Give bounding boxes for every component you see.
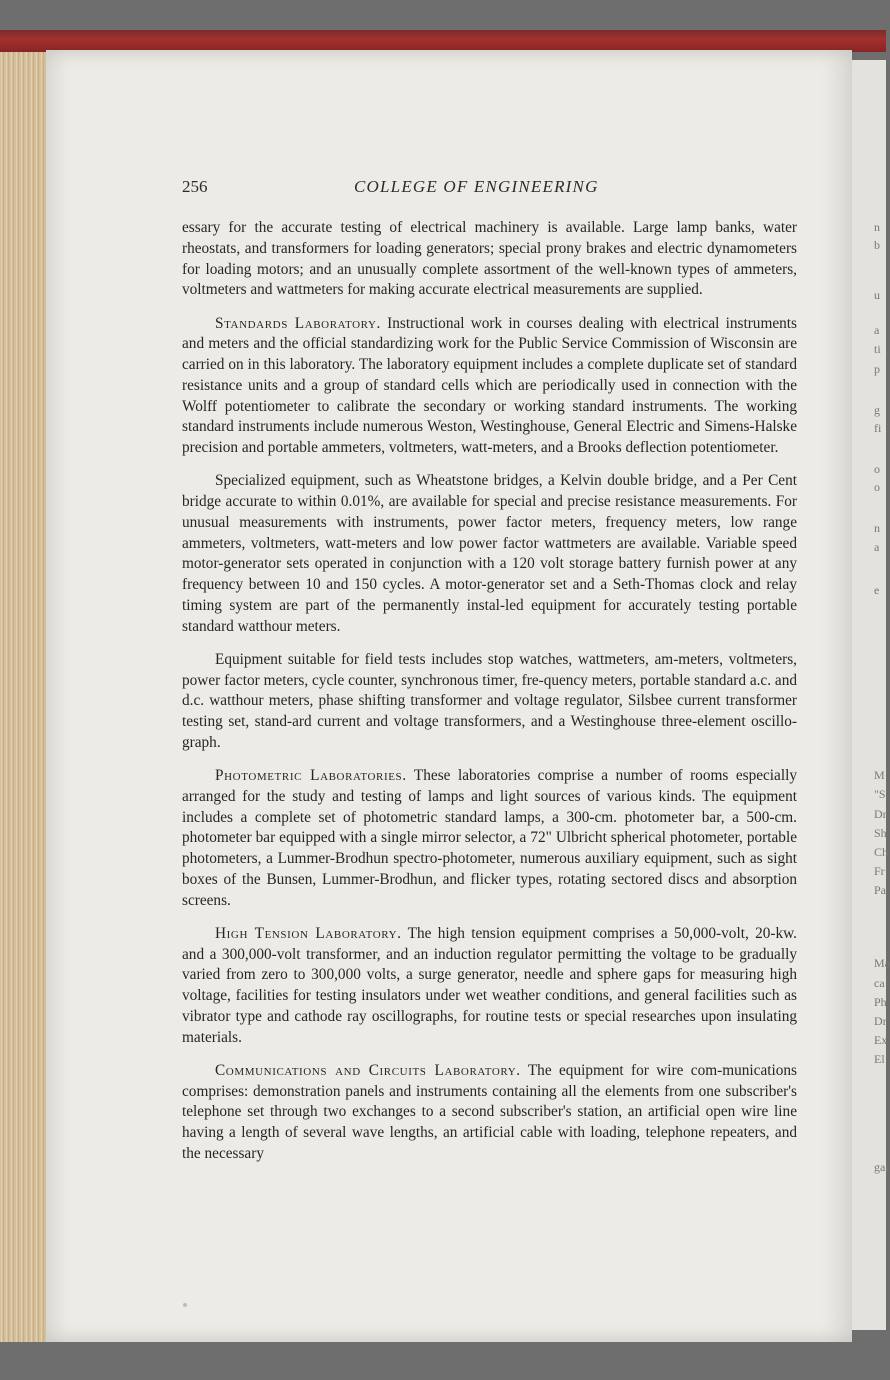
paragraph	[182, 218, 797, 301]
facing-fragment: ca	[874, 976, 885, 990]
section-heading: High Tension Laboratory.	[215, 924, 402, 942]
section-heading: Standards Laboratory.	[215, 314, 381, 332]
facing-fragment: n	[874, 220, 880, 234]
paragraph	[182, 471, 797, 637]
facing-fragment: Dr	[874, 807, 887, 821]
facing-fragment: El	[874, 1052, 885, 1066]
facing-fragment: a	[874, 540, 880, 554]
paragraph-text: These laboratories comprise a number of rooms especially arranged for the study and testing of lamps and light sources of various kinds. The equipment includes a complete set of photometric standard lamps, a 300-cm. photometer bar, a 500-cm. photometer bar equipped with a single mirror selector, a 72" Ulbricht spherical photometer, portable photometers, a Lummer-Brodhun spectro-photometer, numerous auxiliary equipment, such as sight boxes of the Bunsen, Lummer-Brodhun, and flicker types, rotating sectored discs and absorption screens.	[182, 767, 797, 909]
facing-fragment: Sh	[874, 826, 887, 840]
facing-fragment: "S	[874, 787, 886, 801]
facing-fragment: o	[874, 462, 880, 476]
page-header	[182, 177, 797, 199]
facing-fragment: Pa	[874, 883, 886, 897]
facing-fragment: u	[874, 288, 880, 302]
paragraph-text: essary for the accurate testing of electrical machinery is available. Large lamp banks, water rheostats, and transformers for loading generators; special prony brakes and electric dynamometers for loading motors; and an unusually complete assortment of the well-known types of ammeters, voltmeters and wattmeters for making accurate electrical measurements are supplied.	[182, 219, 797, 299]
body-text	[182, 218, 797, 1177]
facing-fragment: p	[874, 362, 880, 376]
facing-fragment: ti	[874, 342, 881, 356]
book-cover-top-edge	[0, 30, 886, 52]
facing-fragment: g	[874, 403, 880, 417]
section-heading: Photometric Laboratories.	[215, 767, 407, 784]
facing-fragment: a	[874, 323, 880, 337]
paragraph	[182, 924, 797, 1049]
facing-fragment: gai	[874, 1160, 889, 1174]
paragraph-text: Instructional work in courses dealing with electrical instruments and meters and the official standardizing work for the Public Service Commission of Wisconsin are carried on in this laboratory. The laboratory equipment includes a complete duplicate set of standard resistance units and a group of standard cells which are periodically used in connection with the Wolff potentiometer to calibrate the secondary or working standard instruments. The working standard instruments include numerous Weston, Westinghouse, General Electric and Simens-Halske precision and portable ammeters, voltmeters, watt-meters, and a Brooks deflection potentiometer.	[182, 314, 797, 456]
facing-fragment: Ph	[874, 995, 887, 1009]
facing-fragment: Dr	[874, 1014, 887, 1028]
facing-fragment: n	[874, 521, 880, 535]
facing-page-edge	[852, 60, 890, 1330]
facing-fragment: Fr	[874, 864, 885, 878]
facing-fragment: fi	[874, 421, 882, 435]
section-heading: Communications and Circuits Laboratory.	[215, 1061, 521, 1079]
page-speck	[183, 1303, 187, 1307]
paragraph	[182, 314, 797, 459]
paragraph-text: Specialized equipment, such as Wheatstone bridges, a Kelvin double bridge, and a Per Cent bridge accurate to within 0.01%, are available for special and precise resistance measurements. For unusual measurements with instruments, power factor meters, frequency meters, low range ammeters, voltmeters, watt-meters and low power factor wattmeters are available. Variable speed motor-generator sets operated in conjunction with a 120 volt storage battery furnish power at any frequency between 10 and 150 cycles. A motor-generator set and a Seth-Thomas clock and relay timing system are part of the permanently instal-led equipment for accurately testing portable standard watthour meters.	[182, 472, 797, 635]
running-head: COLLEGE OF ENGINEERING	[354, 177, 599, 196]
paragraph	[182, 650, 797, 754]
paragraph-text: The equipment for wire com-munications comprises: demonstration panels and instruments containing all the elements from one subscriber's telephone set through two exchanges to a second subscriber's station, an artificial open wire line having a length of several wave lengths, an artificial cable with loading, telephone repeaters, and the necessary	[182, 1061, 797, 1162]
page-number: 256	[182, 177, 208, 196]
facing-fragment: Ch	[874, 845, 889, 859]
facing-fragment: o	[874, 480, 880, 494]
facing-fragment: Ma	[874, 956, 890, 970]
facing-fragment: Ex	[874, 1033, 888, 1047]
paragraph-text: The high tension equipment comprises a 50,000-volt, 20-kw. and a 300,000-volt transformer, and an induction regulator permitting the voltage to be gradually varied from zero to 300,000 volts, a surge generator, needle and sphere gaps for measuring high voltage, facilities for testing insulators under wet weather conditions, and general facilities such as vibrator type and cathode ray oscillographs, for routine tests or special researches upon insulating materials.	[182, 924, 797, 1046]
facing-fragment: b	[874, 238, 880, 252]
paragraph-text: Equipment suitable for field tests includes stop watches, wattmeters, am-meters, voltmeters, power factor meters, cycle counter, synchronous timer, fre-quency meters, portable standard a.c. and d.c. watthour meters, phase shifting transformer and voltage regulator, Silsbee current transformer testing set, stand-ard current and voltage transformers, and a Westinghouse three-element oscillo-graph.	[182, 650, 797, 751]
paragraph	[182, 766, 797, 911]
page-edges	[0, 52, 48, 1342]
facing-fragment: e	[874, 583, 880, 597]
paragraph	[182, 1061, 797, 1165]
facing-fragment: M	[874, 768, 885, 782]
